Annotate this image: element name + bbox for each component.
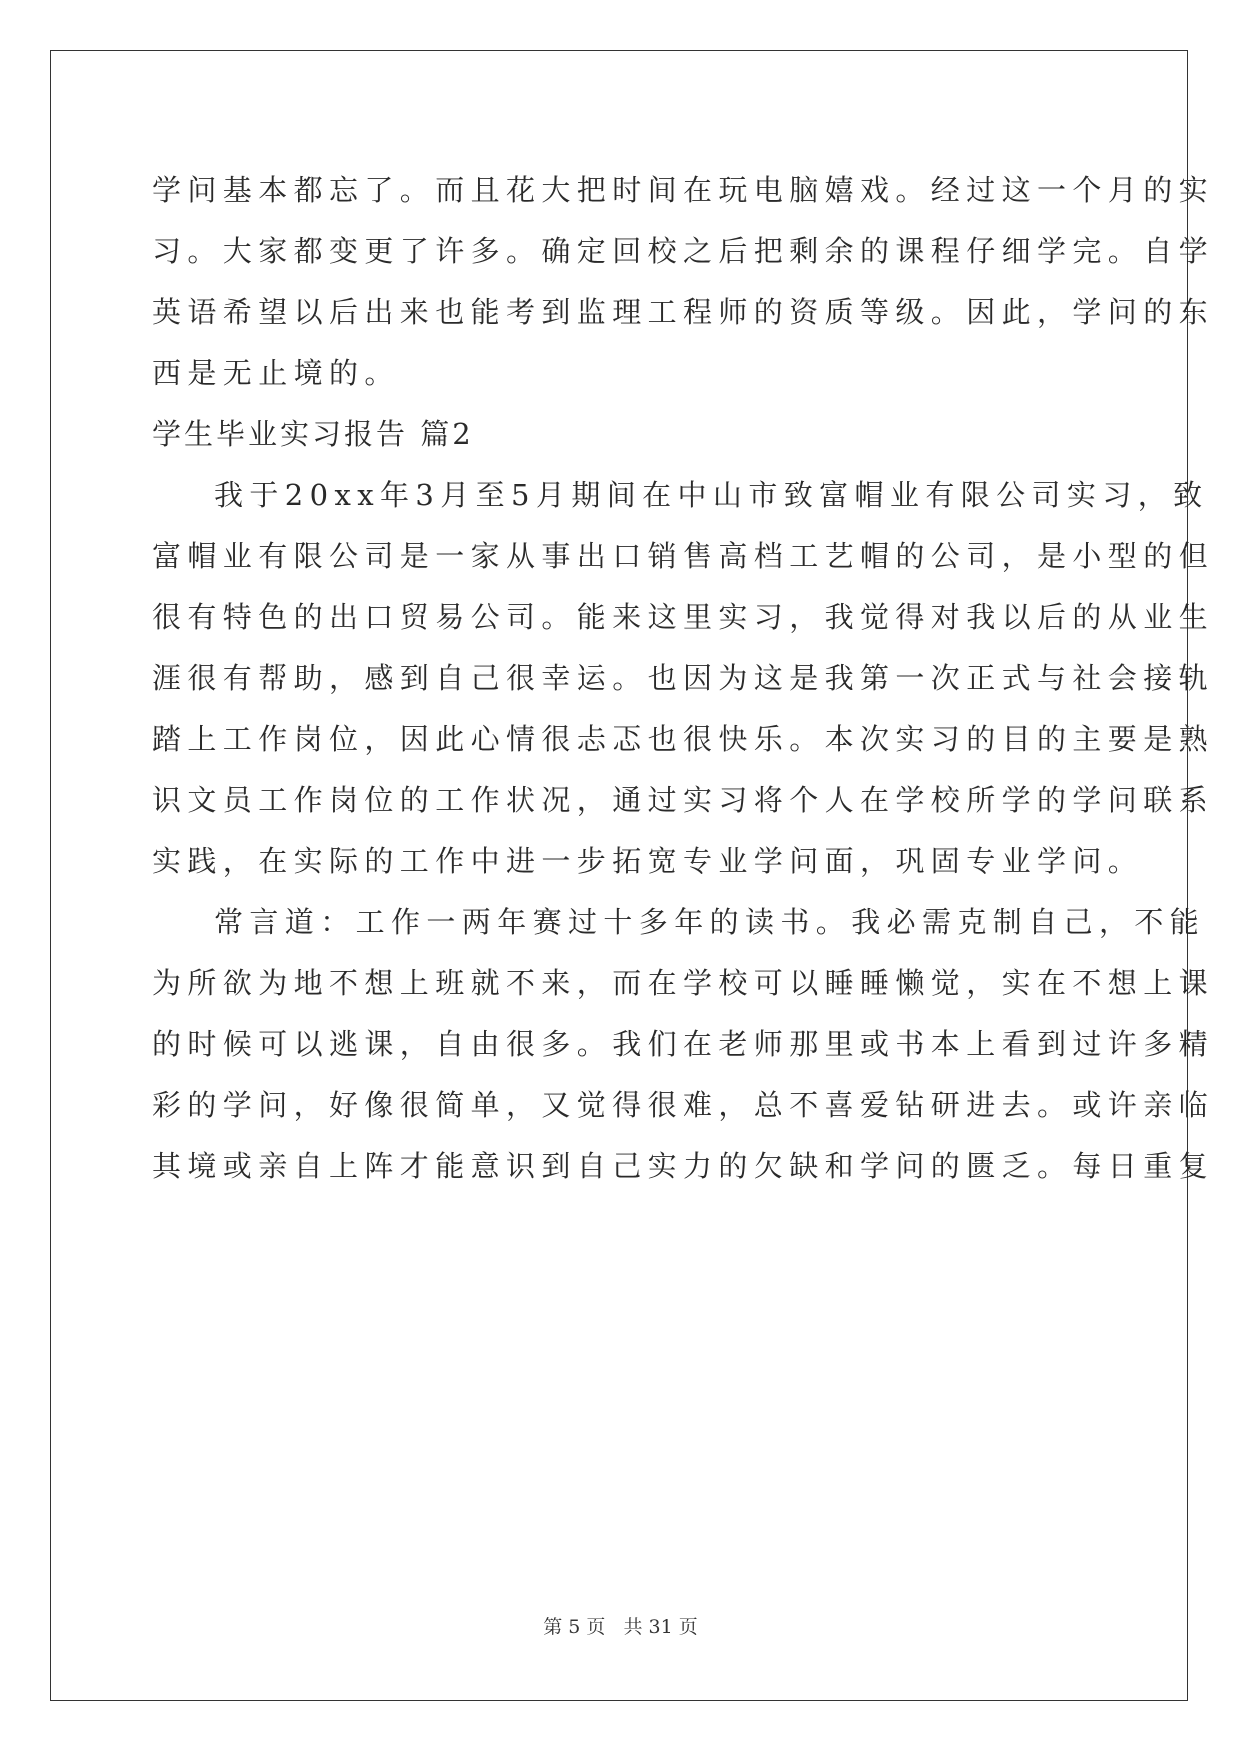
text-line: 为所欲为地不想上班就不来，而在学校可以睡睡懒觉，实在不想上课 bbox=[152, 966, 1215, 1000]
text-line: 踏上工作岗位，因此心情很忐忑也很快乐。本次实习的目的主要是熟 bbox=[152, 722, 1215, 756]
text-line: 其境或亲自上阵才能意识到自己实力的欠缺和学问的匮乏。每日重复 bbox=[152, 1149, 1215, 1183]
text-line: 我于20xx年3月至5月期间在中山市致富帽业有限公司实习，致 bbox=[214, 478, 1209, 512]
document-body bbox=[152, 160, 1215, 1197]
text-line: 习。大家都变更了许多。确定回校之后把剩余的课程仔细学完。自学 bbox=[152, 234, 1215, 268]
text-line: 彩的学问，好像很简单，又觉得很难，总不喜爱钻研进去。或许亲临 bbox=[152, 1088, 1215, 1122]
text-line: 的时候可以逃课，自由很多。我们在老师那里或书本上看到过许多精 bbox=[152, 1027, 1215, 1061]
text-line: 常言道：工作一两年赛过十多年的读书。我必需克制自己，不能 bbox=[214, 905, 1206, 939]
text-line: 实践，在实际的工作中进一步拓宽专业学问面，巩固专业学问。 bbox=[152, 844, 1144, 878]
text-line: 涯很有帮助，感到自己很幸运。也因为这是我第一次正式与社会接轨 bbox=[152, 661, 1215, 695]
text-line: 英语希望以后出来也能考到监理工程师的资质等级。因此，学问的东 bbox=[152, 295, 1215, 329]
text-line: 西是无止境的。 bbox=[152, 356, 400, 390]
section-heading: 学生毕业实习报告 篇2 bbox=[152, 417, 474, 451]
text-line: 很有特色的出口贸易公司。能来这里实习，我觉得对我以后的从业生 bbox=[152, 600, 1215, 634]
text-line: 富帽业有限公司是一家从事出口销售高档工艺帽的公司，是小型的但 bbox=[152, 539, 1215, 573]
page-footer bbox=[0, 1612, 1241, 1639]
text-line: 识文员工作岗位的工作状况，通过实习将个人在学校所学的学问联系 bbox=[152, 783, 1215, 817]
paragraph-2 bbox=[152, 465, 1215, 892]
text-line: 学问基本都忘了。而且花大把时间在玩电脑嬉戏。经过这一个月的实 bbox=[152, 173, 1215, 207]
paragraph-3 bbox=[152, 892, 1215, 1197]
page-number: 第 5 页 共 31 页 bbox=[543, 1616, 698, 1638]
paragraph-continuation bbox=[152, 160, 1215, 404]
